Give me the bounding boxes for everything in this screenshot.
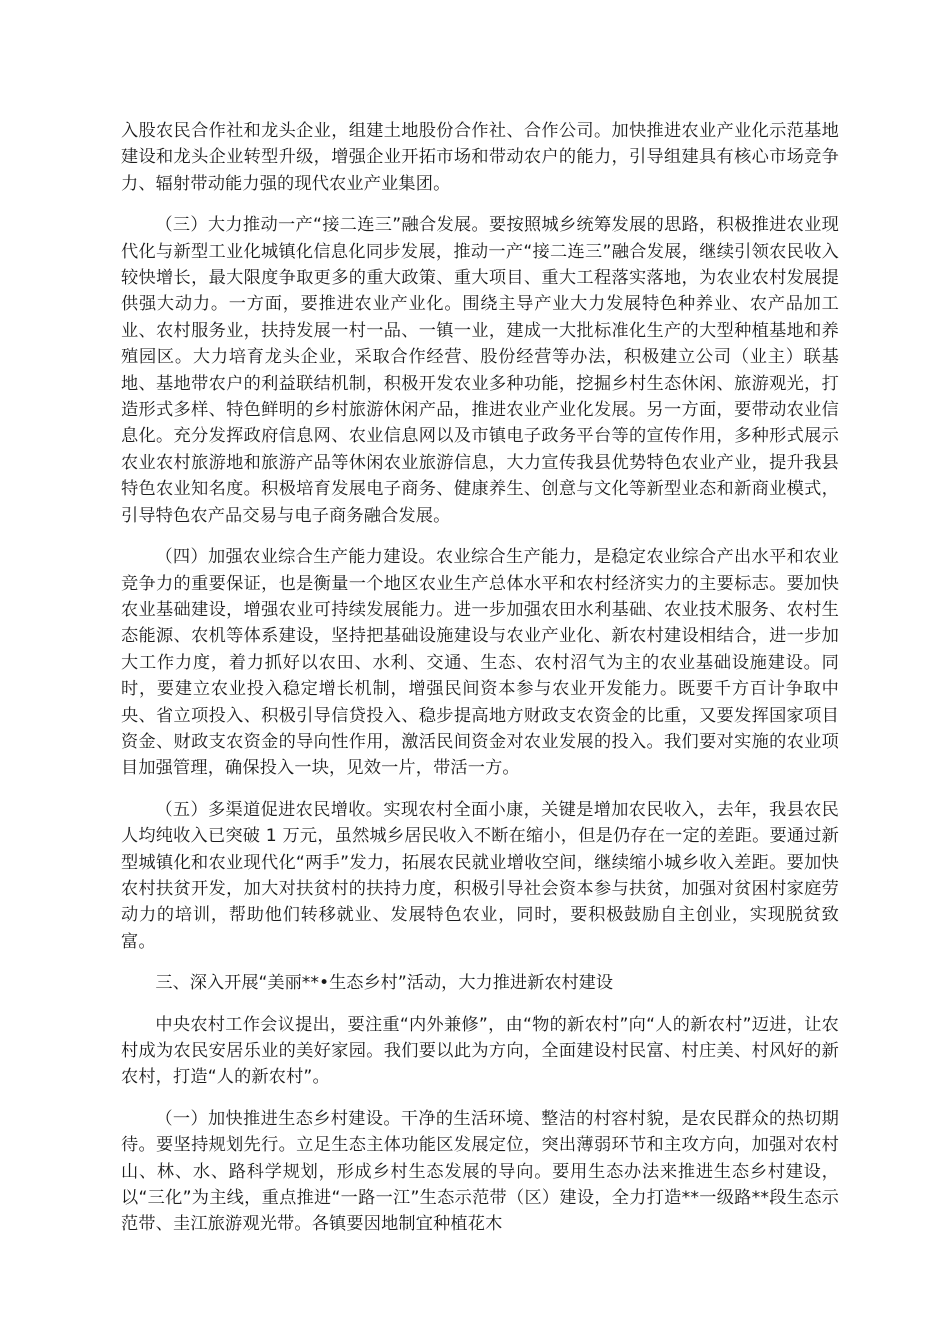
paragraph-6: （一）加快推进生态乡村建设。干净的生活环境、整洁的村容村貌，是农民群众的热切期待。要坚持规划先行。立足生态主体功能区发展定位，突出薄弱环节和主攻方向，加强对农村山、林、水、路科学规划，形成乡村生态发展的导向。要用生态办法来推进生态乡村建设，以“三化”为主线，重点推进“一路一江”生态示范带（区）建设，全力打造**一级路**段生态示范带、圭江旅游观光带。各镇要因地制宜种植花木 xyxy=(121,1108,839,1235)
paragraph-2: （三）大力推动一产“接二连三”融合发展。要按照城乡统筹发展的思路，积极推进农业现代化与新型工业化城镇化信息化同步发展，推动一产“接二连三”融合发展，继续引领农民收入较快增长，最大限度争取更多的重大政策、重大项目、重大工程落实落地，为农业农村发展提供强大动力。一方面，要推进农业产业化。围绕主导产业大力发展特色种养业、农产品加工业、农村服务业，扶持发展一村一品、一镇一业，建成一大批标准化生产的大型种植基地和养殖园区。大力培育龙头企业，采取合作经营、股份经营等办法，积极建立公司（业主）联基地、基地带农户的利益联结机制，积极开发农业多种功能，挖掘乡村生态休闲、旅游观光，打造形式多样、特色鲜明的乡村旅游休闲产品，推进农业产业化发展。另一方面，要带动农业信息化。充分发挥政府信息网、农业信息网以及市镇电子政务平台等的宣传作用，多种形式展示农业农村旅游地和旅游产品等休闲农业旅游信息，大力宣传我县优势特色农业产业，提升我县特色农业知名度。积极培育发展电子商务、健康养生、创意与文化等新型业态和新商业模式，引导特色农产品交易与电子商务融合发展。 xyxy=(121,215,839,526)
paragraph-4: （五）多渠道促进农民增收。实现农村全面小康，关键是增加农民收入，去年，我县农民人均纯收入已突破 1 万元，虽然城乡居民收入不断在缩小，但是仍存在一定的差距。要通过新型城镇化和农业现代化“两手”发力，拓展农民就业增收空间，继续缩小城乡收入差距。要加快农村扶贫开发，加大对扶贫村的扶持力度，积极引导社会资本参与扶贫，加强对贫困村家庭劳动力的培训，帮助他们转移就业、发展特色农业，同时，要积极鼓励自主创业，实现脱贫致富。 xyxy=(121,799,839,952)
section-heading-3: 三、深入开展“美丽**•生态乡村”活动，大力推进新农村建设 xyxy=(155,973,614,994)
paragraph-1: 入股农民合作社和龙头企业，组建土地股份合作社、合作公司。加快推进农业产业化示范基地建设和龙头企业转型升级，增强企业开拓市场和带动农户的能力，引导组建具有核心市场竞争力、辐射带动能力强的现代农业产业集团。 xyxy=(121,121,839,194)
paragraph-5: 中央农村工作会议提出，要注重“内外兼修”，由“物的新农村”向“人的新农村”迈进，让农村成为农民安居乐业的美好家园。我们要以此为方向，全面建设村民富、村庄美、村风好的新农村，打造“人的新农村”。 xyxy=(121,1014,839,1088)
document-page xyxy=(121,118,839,1253)
paragraph-3: （四）加强农业综合生产能力建设。农业综合生产能力，是稳定农业综合产出水平和农业竞争力的重要保证，也是衡量一个地区农业生产总体水平和农村经济实力的主要标志。要加快农业基础建设，增强农业可持续发展能力。进一步加强农田水利基础、农业技术服务、农村生态能源、农机等体系建设，坚持把基础设施建设与农业产业化、新农村建设相结合，进一步加大工作力度，着力抓好以农田、水利、交通、生态、农村沼气为主的农业基础设施建设。同时，要建立农业投入稳定增长机制，增强民间资本参与农业开发能力。既要千方百计争取中央、省立项投入、积极引导信贷投入、稳步提高地方财政支农资金的比重，又要发挥国家项目资金、财政支农资金的导向性作用，激活民间资金对农业发展的投入。我们要对实施的农业项目加强管理，确保投入一块，见效一片，带活一方。 xyxy=(121,547,839,779)
